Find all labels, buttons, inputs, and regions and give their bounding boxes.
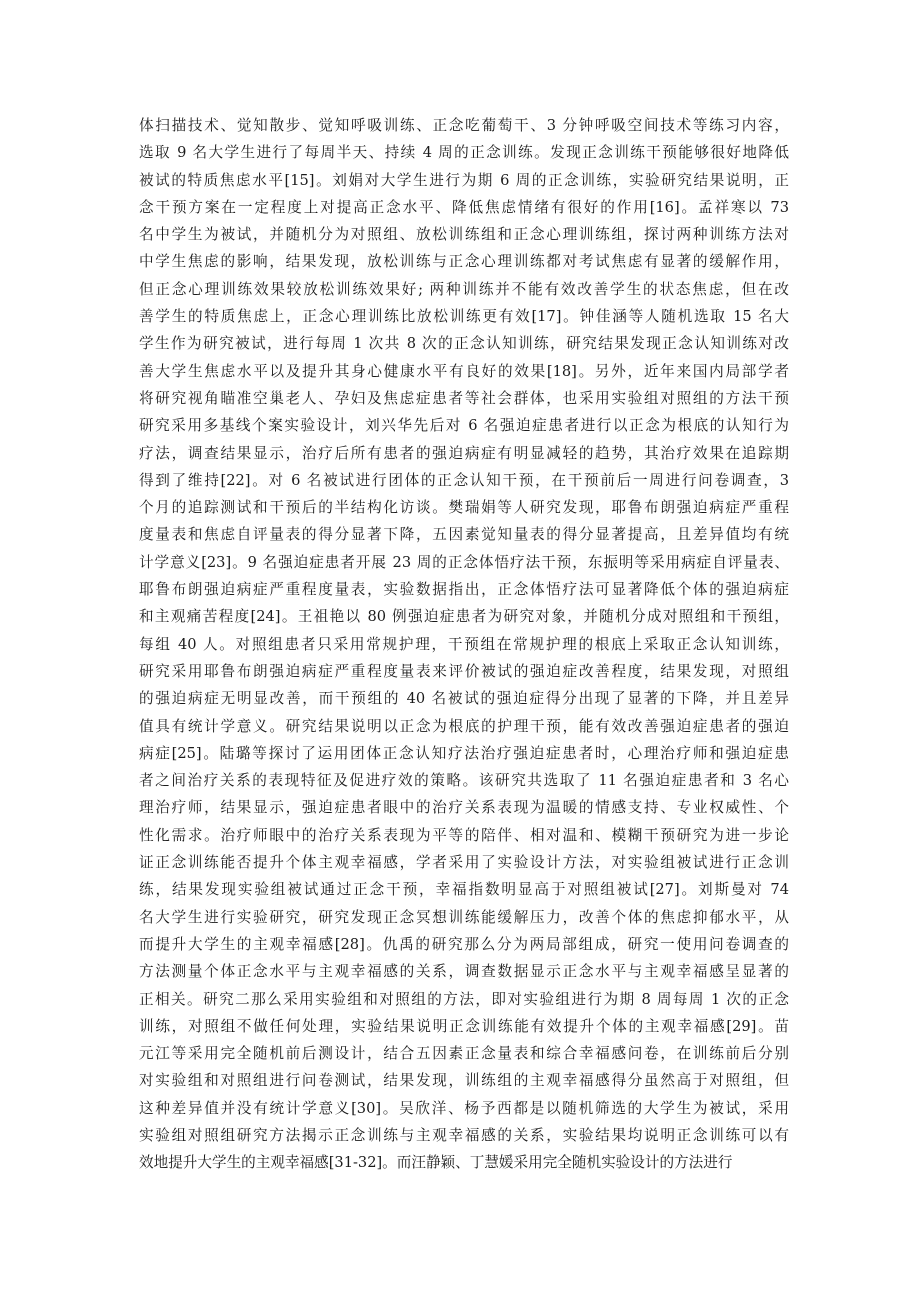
text-line: 值具有统计学意义。研究结果说明以正念为根底的护理干预，能有效改善强迫症患者的强迫 bbox=[139, 717, 789, 735]
text-line: 病症[25]。陆璐等探讨了运用团体正念认知疗法治疗强迫症患者时，心理治疗师和强迫症患 bbox=[139, 744, 789, 762]
text-line: 中学生焦虑的影响，结果发现，放松训练与正念心理训练都对考试焦虑有显著的缓解作用， bbox=[139, 253, 789, 271]
text-line: 这种差异值并没有统计学意义[30]。吴欣洋、杨予西都是以随机筛选的大学生为被试，采用 bbox=[139, 1099, 789, 1117]
text-line: 善大学生焦虑水平以及提升其身心健康水平有良好的效果[18]。另外，近年来国内局部学者 bbox=[139, 362, 789, 380]
text-line: 训练，对照组不做任何处理，实验结果说明正念训练能有效提升个体的主观幸福感[29]。苗 bbox=[139, 1017, 789, 1035]
text-line: 念干预方案在一定程度上对提高正念水平、降低焦虑情绪有很好的作用[16]。孟祥寒以 73 bbox=[139, 198, 789, 216]
text-line: 体扫描技术、觉知散步、觉知呼吸训练、正念吃葡萄干、3 分钟呼吸空间技术等练习内容， bbox=[139, 117, 789, 134]
text-line: 效地提升大学生的主观幸福感[31-32]。而汪静颖、丁慧媛采用完全随机实验设计的方法进行 bbox=[139, 1154, 733, 1172]
text-line: 得到了维持[22]。对 6 名被试进行团体的正念认知干预，在干预前后一周进行问卷调查，3 bbox=[139, 471, 789, 489]
body-paragraph bbox=[139, 112, 789, 1177]
text-line: 计学意义[23]。9 名强迫症患者开展 23 周的正念体悟疗法干预，东振明等采用病症自评量表、 bbox=[139, 553, 789, 571]
text-line: 疗法，调查结果显示，治疗后所有患者的强迫病症有明显减轻的趋势，其治疗效果在追踪期 bbox=[139, 444, 789, 462]
text-line: 证正念训练能否提升个体主观幸福感，学者采用了实验设计方法，对实验组被试进行正念训 bbox=[139, 854, 789, 872]
text-line: 将研究视角瞄准空巢老人、孕妇及焦虑症患者等社会群体，也采用实验组对照组的方法干预 bbox=[139, 389, 789, 407]
text-line: 练，结果发现实验组被试通过正念干预，幸福指数明显高于对照组被试[27]。刘斯曼对 74 bbox=[139, 881, 789, 899]
text-line: 耶鲁布朗强迫病症严重程度量表，实验数据指出，正念体悟疗法可显著降低个体的强迫病症 bbox=[139, 581, 789, 599]
text-line: 对实验组和对照组进行问卷测试，结果发现，训练组的主观幸福感得分虽然高于对照组，但 bbox=[139, 1072, 789, 1090]
text-line: 研究采用多基线个案实验设计，刘兴华先后对 6 名强迫症患者进行以正念为根底的认知行为 bbox=[139, 417, 789, 435]
text-line: 元江等采用完全随机前后测设计，结合五因素正念量表和综合幸福感问卷，在训练前后分别 bbox=[139, 1045, 789, 1063]
text-line: 学生作为研究被试，进行每周 1 次共 8 次的正念认知训练，研究结果发现正念认知训练对改 bbox=[139, 335, 789, 353]
text-line: 度量表和焦虑自评量表的得分显著下降，五因素觉知量表的得分显著提高，且差异值均有统 bbox=[139, 526, 789, 544]
text-line: 被试的特质焦虑水平[15]。刘娟对大学生进行为期 6 周的正念训练，实验研究结果说明，正 bbox=[139, 171, 789, 189]
text-line: 的强迫病症无明显改善，而干预组的 40 名被试的强迫症得分出现了显著的下降，并且差异 bbox=[139, 690, 789, 708]
text-line: 每组 40 人。对照组患者只采用常规护理，干预组在常规护理的根底上采取正念认知训练， bbox=[139, 635, 789, 653]
text-line: 名中学生为被试，并随机分为对照组、放松训练组和正念心理训练组，探讨两种训练方法对 bbox=[139, 226, 789, 244]
text-line: 善学生的特质焦虑上，正念心理训练比放松训练更有效[17]。钟佳涵等人随机选取 15 名大 bbox=[139, 308, 789, 326]
text-line: 但正念心理训练效果较放松训练效果好; 两种训练并不能有效改善学生的状态焦虑，但在改 bbox=[139, 280, 789, 298]
text-line: 名大学生进行实验研究，研究发现正念冥想训练能缓解压力，改善个体的焦虑抑郁水平，从 bbox=[139, 908, 789, 926]
text-line: 方法测量个体正念水平与主观幸福感的关系，调查数据显示正念水平与主观幸福感呈显著的 bbox=[139, 963, 789, 981]
text-line: 性化需求。治疗师眼中的治疗关系表现为平等的陪伴、相对温和、模糊干预研究为进一步论 bbox=[139, 826, 789, 844]
text-line: 理治疗师，结果显示，强迫症患者眼中的治疗关系表现为温暖的情感支持、专业权威性、个 bbox=[139, 799, 789, 817]
text-line: 选取 9 名大学生进行了每周半天、持续 4 周的正念训练。发现正念训练干预能够很好地降低 bbox=[139, 144, 789, 162]
text-line: 和主观痛苦程度[24]。王祖艳以 80 例强迫症患者为研究对象，并随机分成对照组和干预组， bbox=[139, 608, 789, 626]
text-line: 实验组对照组研究方法揭示正念训练与主观幸福感的关系，实验结果均说明正念训练可以有 bbox=[139, 1126, 789, 1144]
text-line: 而提升大学生的主观幸福感[28]。仇禹的研究那么分为两局部组成，研究一使用问卷调查的 bbox=[139, 935, 789, 953]
text-line: 正相关。研究二那么采用实验组和对照组的方法，即对实验组进行为期 8 周每周 1 次的正念 bbox=[139, 990, 789, 1008]
text-line: 者之间治疗关系的表现特征及促进疗效的策略。该研究共选取了 11 名强迫症患者和 3 名心 bbox=[139, 772, 789, 790]
text-line: 研究采用耶鲁布朗强迫病症严重程度量表来评价被试的强迫症改善程度，结果发现，对照组 bbox=[139, 662, 789, 680]
text-line: 个月的追踪测试和干预后的半结构化访谈。樊瑞娟等人研究发现，耶鲁布朗强迫病症严重程 bbox=[139, 499, 789, 517]
